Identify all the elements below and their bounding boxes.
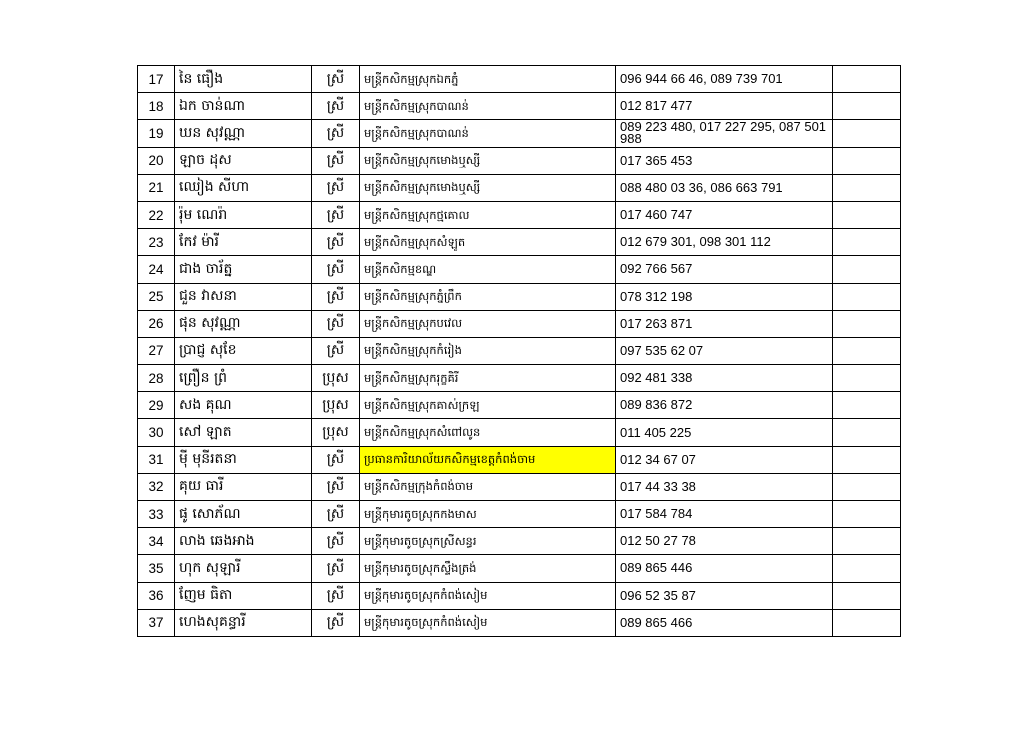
row-number-cell: 29	[138, 392, 175, 419]
table-row	[138, 555, 901, 582]
row-number-cell: 19	[138, 120, 175, 147]
phone-cell: 017 365 453	[616, 147, 833, 174]
note-cell	[833, 337, 901, 364]
phone-cell: 017 584 784	[616, 501, 833, 528]
phone-cell: 096 944 66 46, 089 739 701	[616, 66, 833, 93]
position-cell: មន្ត្រីកុមារតូចស្រុកកំពង់សៀម	[360, 582, 616, 609]
phone-cell: 088 480 03 36, 086 663 791	[616, 174, 833, 201]
phone-cell: 012 679 301, 098 301 112	[616, 229, 833, 256]
gender-cell: ស្រី	[312, 446, 360, 473]
row-number-cell: 17	[138, 66, 175, 93]
phone-cell: 089 223 480, 017 227 295, 087 501 988	[616, 120, 833, 147]
position-cell: មន្ត្រីកសិកម្មខណ្ឌ	[360, 256, 616, 283]
note-cell	[833, 310, 901, 337]
position-cell: មន្ត្រីកុមារតូចស្រុកស្រីសន្ធរ	[360, 528, 616, 555]
table-row	[138, 473, 901, 500]
table-row	[138, 120, 901, 147]
name-cell: ឈៀង សីហា	[175, 174, 312, 201]
table-row	[138, 528, 901, 555]
name-cell: ជួន វាសនា	[175, 283, 312, 310]
row-number-cell: 21	[138, 174, 175, 201]
position-cell: មន្ត្រីកសិកម្មក្រុងកំពង់ចាម	[360, 473, 616, 500]
gender-cell: ស្រី	[312, 66, 360, 93]
note-cell	[833, 229, 901, 256]
phone-cell: 096 52 35 87	[616, 582, 833, 609]
note-cell	[833, 528, 901, 555]
name-cell: កែវ ម៉ារី	[175, 229, 312, 256]
row-number-cell: 33	[138, 501, 175, 528]
note-cell	[833, 93, 901, 120]
position-cell: មន្ត្រីកសិកម្មស្រុកសំឡូត	[360, 229, 616, 256]
position-cell: មន្ត្រីកសិកម្មស្រុកសំពៅលូន	[360, 419, 616, 446]
note-cell	[833, 174, 901, 201]
note-cell	[833, 66, 901, 93]
gender-cell: ស្រី	[312, 174, 360, 201]
gender-cell: ស្រី	[312, 501, 360, 528]
gender-cell: ប្រុស	[312, 365, 360, 392]
position-cell: ប្រធានការិយាល័យកសិកម្មខេត្តកំពង់ចាម	[360, 446, 616, 473]
table-row	[138, 392, 901, 419]
name-cell: លាង ឆេងអាង	[175, 528, 312, 555]
phone-cell: 089 865 466	[616, 609, 833, 636]
name-cell: ហេងសុគន្ធារី	[175, 609, 312, 636]
table-row	[138, 201, 901, 228]
name-cell: ប្រាជ្ញ សុខែ	[175, 337, 312, 364]
table-row	[138, 283, 901, 310]
position-cell: មន្ត្រីកសិកម្មស្រុកគាស់ក្រឡ	[360, 392, 616, 419]
name-cell: ផូ សោភ័ណ	[175, 501, 312, 528]
row-number-cell: 20	[138, 147, 175, 174]
note-cell	[833, 501, 901, 528]
note-cell	[833, 365, 901, 392]
row-number-cell: 36	[138, 582, 175, 609]
name-cell: ញែម ធិតា	[175, 582, 312, 609]
position-cell: មន្ត្រីកសិកម្មស្រុកភ្នំព្រឹក	[360, 283, 616, 310]
table-row	[138, 501, 901, 528]
phone-cell: 092 481 338	[616, 365, 833, 392]
name-cell: នៃ ធឿង	[175, 66, 312, 93]
gender-cell: ស្រី	[312, 528, 360, 555]
gender-cell: ស្រី	[312, 337, 360, 364]
phone-cell: 097 535 62 07	[616, 337, 833, 364]
gender-cell: ស្រី	[312, 256, 360, 283]
table-body	[138, 66, 901, 637]
gender-cell: ស្រី	[312, 93, 360, 120]
table-row	[138, 229, 901, 256]
table-row	[138, 609, 901, 636]
staff-contact-table	[137, 65, 901, 637]
staff-table-container	[137, 65, 900, 637]
table-row	[138, 337, 901, 364]
name-cell: ជាង ចារ័ត្ន	[175, 256, 312, 283]
row-number-cell: 27	[138, 337, 175, 364]
phone-cell: 012 50 27 78	[616, 528, 833, 555]
table-row	[138, 174, 901, 201]
phone-cell: 017 263 871	[616, 310, 833, 337]
phone-cell: 012 817 477	[616, 93, 833, 120]
position-cell: មន្ត្រីកុមារតូចស្រុកកំពង់សៀម	[360, 609, 616, 636]
table-row	[138, 310, 901, 337]
row-number-cell: 31	[138, 446, 175, 473]
name-cell: ផុន សុវណ្ណា	[175, 310, 312, 337]
gender-cell: ស្រី	[312, 120, 360, 147]
position-cell: មន្ត្រីកុមារតូចស្រុកកងមាស	[360, 501, 616, 528]
row-number-cell: 25	[138, 283, 175, 310]
phone-cell: 089 865 446	[616, 555, 833, 582]
row-number-cell: 28	[138, 365, 175, 392]
gender-cell: ស្រី	[312, 229, 360, 256]
note-cell	[833, 256, 901, 283]
position-cell: មន្ត្រីកសិកម្មស្រុកថ្មគោល	[360, 201, 616, 228]
position-cell: មន្ត្រីកុមារតូចស្រុកស្ទឹងត្រង់	[360, 555, 616, 582]
gender-cell: ប្រុស	[312, 419, 360, 446]
note-cell	[833, 555, 901, 582]
phone-cell: 078 312 198	[616, 283, 833, 310]
row-number-cell: 37	[138, 609, 175, 636]
phone-cell: 012 34 67 07	[616, 446, 833, 473]
gender-cell: ស្រី	[312, 582, 360, 609]
gender-cell: ស្រី	[312, 283, 360, 310]
position-cell: មន្ត្រីកសិកម្មស្រុកបាណន់	[360, 93, 616, 120]
table-row	[138, 66, 901, 93]
note-cell	[833, 609, 901, 636]
note-cell	[833, 582, 901, 609]
position-cell: មន្ត្រីកសិកម្មស្រុកកំរៀង	[360, 337, 616, 364]
name-cell: ព្រឿន ព្រំ	[175, 365, 312, 392]
row-number-cell: 32	[138, 473, 175, 500]
position-cell: មន្ត្រីកសិកម្មស្រុកមោងឬស្សី	[360, 174, 616, 201]
table-row	[138, 147, 901, 174]
gender-cell: ស្រី	[312, 609, 360, 636]
name-cell: ម៉ី មុនីរតនា	[175, 446, 312, 473]
table-row	[138, 446, 901, 473]
phone-cell: 089 836 872	[616, 392, 833, 419]
phone-cell: 011 405 225	[616, 419, 833, 446]
note-cell	[833, 473, 901, 500]
name-cell: ឡាច ដុស	[175, 147, 312, 174]
phone-cell: 092 766 567	[616, 256, 833, 283]
row-number-cell: 18	[138, 93, 175, 120]
table-row	[138, 582, 901, 609]
position-cell: មន្ត្រីកសិកម្មស្រុកឯកភ្នំ	[360, 66, 616, 93]
note-cell	[833, 120, 901, 147]
note-cell	[833, 446, 901, 473]
position-cell: មន្ត្រីកសិកម្មស្រុករុក្ខគិរី	[360, 365, 616, 392]
row-number-cell: 23	[138, 229, 175, 256]
name-cell: គុយ ធារី	[175, 473, 312, 500]
name-cell: សង គុណ	[175, 392, 312, 419]
row-number-cell: 22	[138, 201, 175, 228]
row-number-cell: 26	[138, 310, 175, 337]
row-number-cell: 34	[138, 528, 175, 555]
name-cell: សៅ ឡាត	[175, 419, 312, 446]
name-cell: ឃន សុវណ្ណា	[175, 120, 312, 147]
position-cell: មន្ត្រីកសិកម្មស្រុកបវេល	[360, 310, 616, 337]
table-row	[138, 256, 901, 283]
name-cell: ឯក ចាន់ណា	[175, 93, 312, 120]
gender-cell: ស្រី	[312, 147, 360, 174]
note-cell	[833, 392, 901, 419]
note-cell	[833, 419, 901, 446]
phone-cell: 017 44 33 38	[616, 473, 833, 500]
note-cell	[833, 283, 901, 310]
table-row	[138, 365, 901, 392]
table-row	[138, 93, 901, 120]
note-cell	[833, 201, 901, 228]
name-cell: រ៉ុម ណេរ៉ា	[175, 201, 312, 228]
row-number-cell: 30	[138, 419, 175, 446]
row-number-cell: 24	[138, 256, 175, 283]
phone-cell: 017 460 747	[616, 201, 833, 228]
table-row	[138, 419, 901, 446]
note-cell	[833, 147, 901, 174]
gender-cell: ស្រី	[312, 555, 360, 582]
gender-cell: ប្រុស	[312, 392, 360, 419]
gender-cell: ស្រី	[312, 201, 360, 228]
gender-cell: ស្រី	[312, 310, 360, 337]
position-cell: មន្ត្រីកសិកម្មស្រុកបាណន់	[360, 120, 616, 147]
position-cell: មន្ត្រីកសិកម្មស្រុកមោងឬស្សី	[360, 147, 616, 174]
row-number-cell: 35	[138, 555, 175, 582]
gender-cell: ស្រី	[312, 473, 360, 500]
name-cell: ហុក សុឡារី	[175, 555, 312, 582]
